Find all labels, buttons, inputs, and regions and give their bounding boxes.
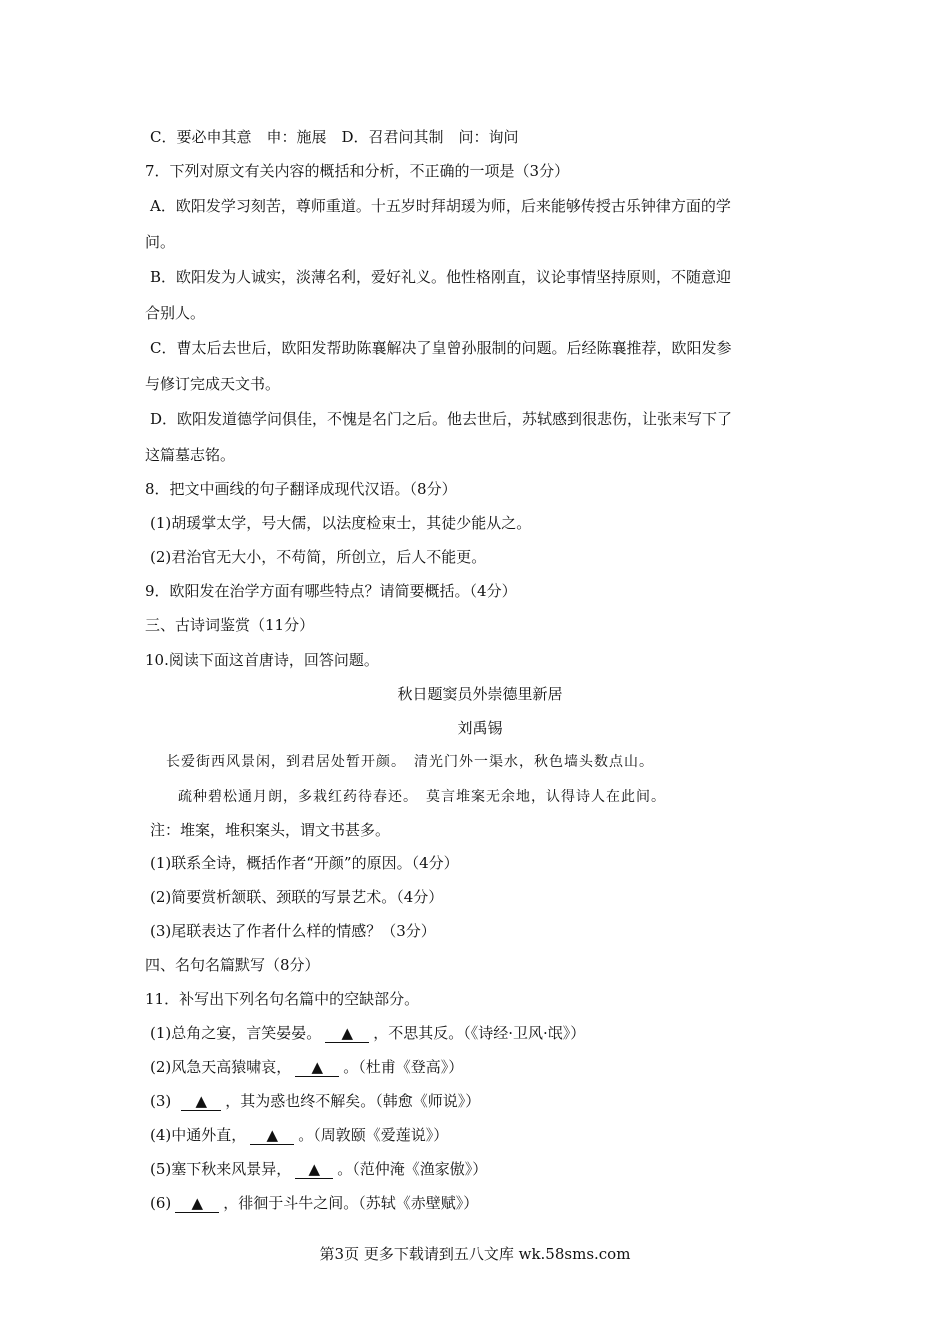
question-8: 8．把文中画线的句子翻译成现代汉语。（8分） <box>145 480 457 498</box>
q11-item-3 <box>150 1091 820 1111</box>
q11-item-6-post: ，徘徊于斗牛之间。（苏轼《赤壁赋》） <box>223 1194 479 1212</box>
question-9: 9．欧阳发在治学方面有哪些特点？请简要概括。（4分） <box>145 582 517 600</box>
q8-item-2: (2)君治官无大小，不苟简，所创立，后人不能更。 <box>150 548 487 566</box>
answer-blank[interactable]: ▲ <box>250 1126 294 1145</box>
q11-item-6-pre: (6) <box>150 1194 172 1212</box>
q11-item-3-pre: (3) <box>150 1092 172 1110</box>
poem-note: 注：堆案，堆积案头，谓文书甚多。 <box>150 821 391 839</box>
q7-option-d: D．欧阳发道德学问俱佳，不愧是名门之后。他去世后，苏轼感到很悲伤，让张耒写下了 <box>150 410 733 428</box>
answer-blank[interactable]: ▲ <box>325 1024 369 1043</box>
option-c-d-q6: C．要必申其意 申：施展 D．召君问其制 问：询问 <box>150 128 519 146</box>
question-7: 7．下列对原文有关内容的概括和分析，不正确的一项是（3分） <box>145 162 570 180</box>
q7-option-b-cont: 合别人。 <box>145 304 206 322</box>
q7-option-c: C．曹太后去世后，欧阳发帮助陈襄解决了皇曾孙服制的问题。后经陈襄推荐，欧阳发参 <box>150 339 732 357</box>
q10-item-2: (2)简要赏析颔联、颈联的写景艺术。（4分） <box>150 888 444 906</box>
q7-option-a-cont: 问。 <box>145 233 176 251</box>
q7-option-c-cont: 与修订完成天文书。 <box>145 375 281 393</box>
section-3-heading: 三、古诗词鉴赏（11分） <box>145 616 315 634</box>
question-10: 10.阅读下面这首唐诗，回答问题。 <box>145 651 379 669</box>
q11-item-1-pre: (1)总角之宴，言笑晏晏。 <box>150 1024 322 1042</box>
q11-item-5-pre: (5)塞下秋来风景异， <box>150 1160 292 1178</box>
section-4-heading: 四、名句名篇默写（8分） <box>145 956 320 974</box>
q7-option-a: A．欧阳发学习刻苦，尊师重道。十五岁时拜胡瑗为师，后来能够传授古乐钟律方面的学 <box>150 197 731 215</box>
q11-item-2-pre: (2)风急天高猿啸哀， <box>150 1058 292 1076</box>
q11-item-2 <box>150 1057 820 1077</box>
q10-item-1: (1)联系全诗，概括作者“开颜”的原因。（4分） <box>150 854 459 872</box>
q11-item-1 <box>150 1023 820 1043</box>
q11-item-2-post: 。（杜甫《登高》） <box>343 1058 464 1076</box>
q11-item-3-post: ，其为惑也终不解矣。（韩愈《师说》） <box>225 1092 481 1110</box>
answer-blank[interactable]: ▲ <box>295 1058 339 1077</box>
q7-option-b: B．欧阳发为人诚实，淡薄名利，爱好礼义。他性格刚直，议论事情坚持原则，不随意迎 <box>150 268 732 286</box>
poem-author: 刘禹锡 <box>457 719 503 737</box>
q11-item-4 <box>150 1125 820 1145</box>
q11-item-5 <box>150 1159 820 1179</box>
q11-item-1-post: ，不思其反。（《诗经·卫风·氓》） <box>373 1024 586 1042</box>
q8-item-1: (1)胡瑗掌太学，号大儒，以法度检束士，其徒少能从之。 <box>150 514 532 532</box>
poem-line-2: 疏种碧松通月朗，多栽红药待春还。 莫言堆案无余地，认得诗人在此间。 <box>178 789 666 805</box>
poem-line-1: 长爱街西风景闲，到君居处暂开颜。 清光门外一渠水，秋色墙头数点山。 <box>166 754 654 770</box>
answer-blank[interactable]: ▲ <box>181 1092 221 1111</box>
answer-blank[interactable]: ▲ <box>295 1160 333 1179</box>
q10-item-3: (3)尾联表达了作者什么样的情感？（3分） <box>150 922 436 940</box>
q11-item-4-post: 。（周敦颐《爱莲说》） <box>298 1126 449 1144</box>
page-footer: 第3页 更多下载请到五八文库 wk.58sms.com <box>319 1245 631 1263</box>
q11-item-6 <box>150 1193 820 1213</box>
poem-title: 秋日题窦员外崇德里新居 <box>397 685 563 703</box>
q11-item-4-pre: (4)中通外直， <box>150 1126 247 1144</box>
q11-item-5-post: 。（范仲淹《渔家傲》） <box>337 1160 488 1178</box>
q7-option-d-cont: 这篇墓志铭。 <box>145 446 236 464</box>
answer-blank[interactable]: ▲ <box>175 1194 219 1213</box>
question-11: 11．补写出下列名句名篇中的空缺部分。 <box>145 990 420 1008</box>
